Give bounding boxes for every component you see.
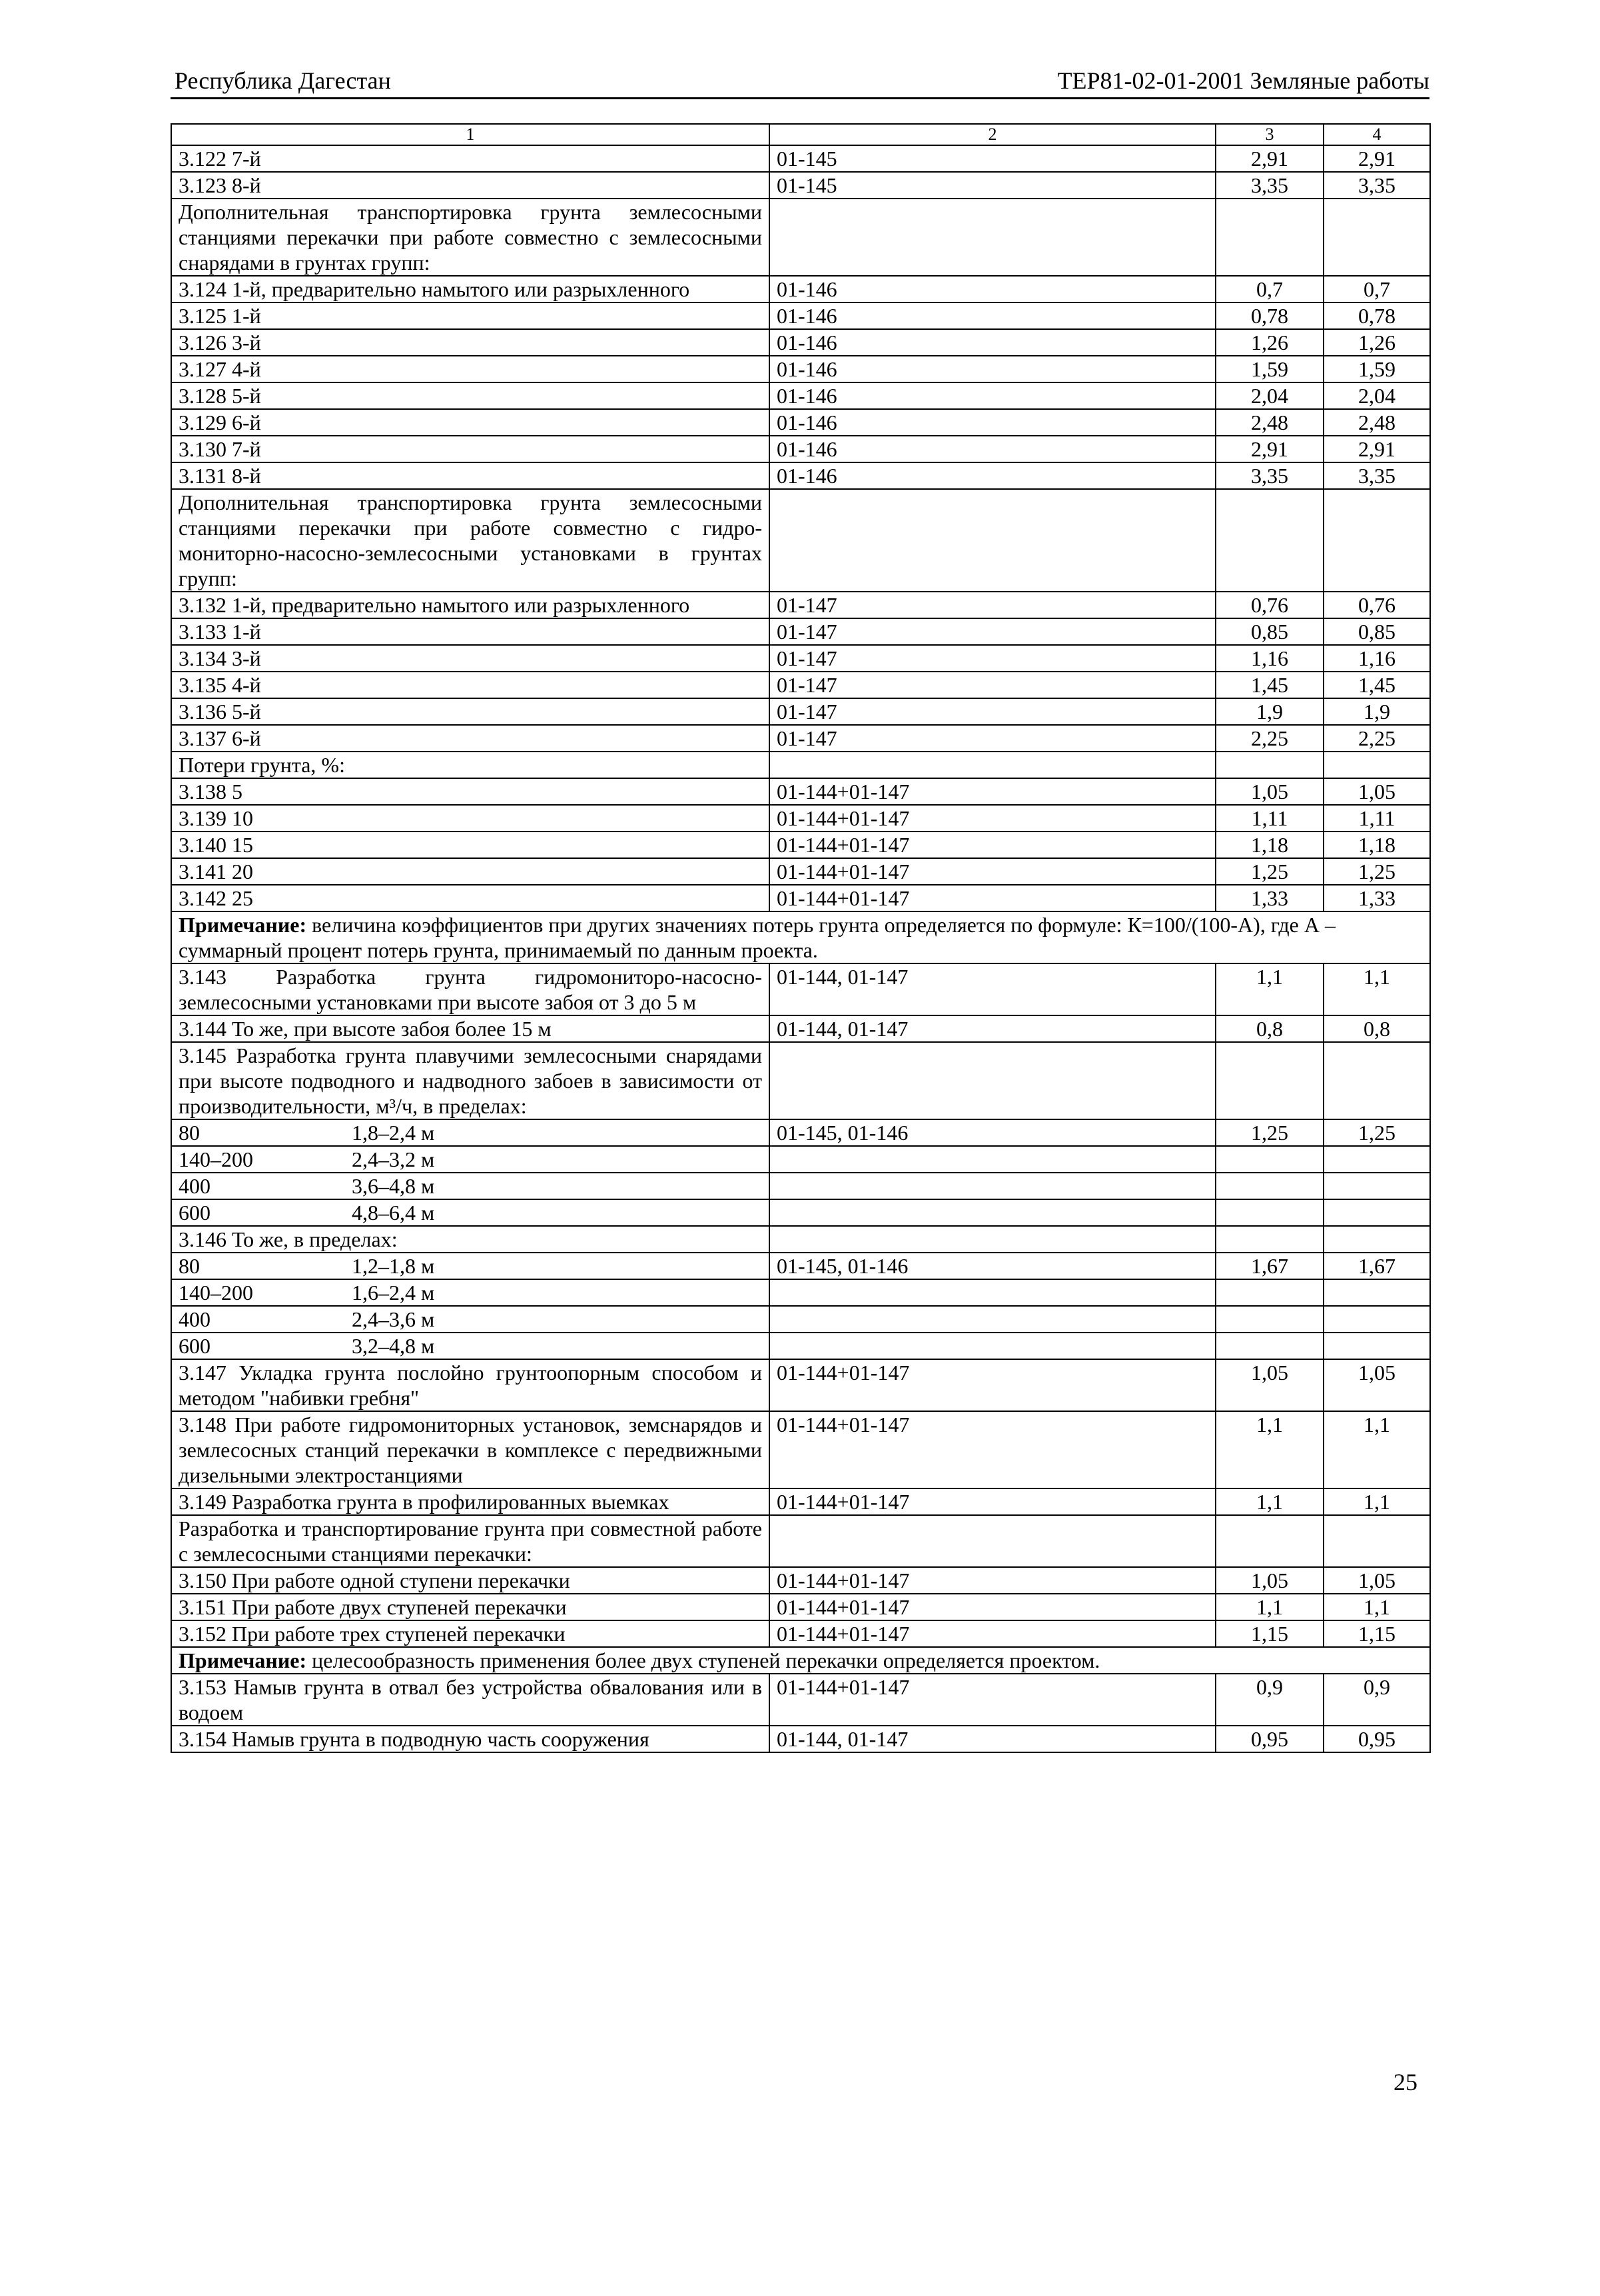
coefficient-col4-cell: 1,1 <box>1324 1411 1430 1488</box>
resource-code-cell: 01-147 <box>769 698 1216 725</box>
description-cell: 3.143 Разработка грунта гидромониторо-насосно-землесосными установками при высоте забоя от 3 до 5 м <box>171 963 769 1015</box>
coefficient-col4-cell: 1,1 <box>1324 1594 1430 1620</box>
resource-code-cell: 01-146 <box>769 302 1216 329</box>
height-range: 2,4–3,2 м <box>352 1147 435 1171</box>
description-cell: 3.145 Разработка грунта плавучими землесосными снарядами при высоте подводного и надводного забоев в зависимости от производительности, м³/ч, в пределах: <box>171 1042 769 1119</box>
coefficient-col3-cell: 0,85 <box>1216 618 1324 645</box>
resource-code-cell: 01-147 <box>769 618 1216 645</box>
coefficient-col4-cell <box>1324 489 1430 592</box>
note-text: целесообразность применения более двух ступеней перекачки определяется проектом. <box>306 1648 1100 1672</box>
description-cell: 3.135 4-й <box>171 672 769 698</box>
capacity-value: 80 <box>179 1121 200 1145</box>
table-row <box>171 1042 1430 1119</box>
coefficient-col3-cell: 1,59 <box>1216 356 1324 382</box>
coefficient-col4-cell: 1,1 <box>1324 1488 1430 1515</box>
coefficient-col3-cell: 1,26 <box>1216 329 1324 356</box>
resource-code-cell: 01-147 <box>769 672 1216 698</box>
description-cell: 3.139 10 <box>171 805 769 832</box>
description-cell <box>171 1333 769 1359</box>
coefficient-col4-cell: 2,91 <box>1324 145 1430 172</box>
height-range: 1,2–1,8 м <box>352 1254 435 1278</box>
coefficient-col3-cell: 1,05 <box>1216 1359 1324 1411</box>
description-cell: 3.138 5 <box>171 778 769 805</box>
description-cell <box>171 1119 769 1146</box>
resource-code-cell <box>769 1199 1216 1226</box>
coefficient-col3-cell: 3,35 <box>1216 462 1324 489</box>
capacity-value: 600 <box>179 1201 210 1225</box>
resource-code-cell: 01-147 <box>769 725 1216 752</box>
table-row <box>171 1620 1430 1647</box>
coefficient-col4-cell: 1,9 <box>1324 698 1430 725</box>
table-row <box>171 1594 1430 1620</box>
coefficient-col3-cell: 1,15 <box>1216 1620 1324 1647</box>
coefficient-col3-cell: 0,95 <box>1216 1726 1324 1752</box>
height-range: 1,8–2,4 м <box>352 1121 435 1145</box>
description-cell: Дополнительная транспортировка грунта землесосными станциями перекачки при работе совместно с землесосными снарядами в грунтах групп: <box>171 199 769 276</box>
table-row <box>171 1488 1430 1515</box>
table-row <box>171 885 1430 911</box>
table-row <box>171 1515 1430 1567</box>
coefficient-col4-cell: 1,25 <box>1324 1119 1430 1146</box>
coefficient-col4-cell: 1,05 <box>1324 1567 1430 1594</box>
coefficient-col3-cell: 1,33 <box>1216 885 1324 911</box>
resource-code-cell: 01-144, 01-147 <box>769 1726 1216 1752</box>
table-header-row <box>171 124 1430 145</box>
description-cell <box>171 1199 769 1226</box>
table-row <box>171 963 1430 1015</box>
coefficient-col4-cell: 1,05 <box>1324 1359 1430 1411</box>
resource-code-cell: 01-146 <box>769 276 1216 302</box>
coefficient-col4-cell: 1,26 <box>1324 329 1430 356</box>
table-row <box>171 1726 1430 1752</box>
coefficient-col3-cell: 1,05 <box>1216 778 1324 805</box>
description-cell: 3.144 То же, при высоте забоя более 15 м <box>171 1015 769 1042</box>
coefficient-col3-cell: 2,25 <box>1216 725 1324 752</box>
coefficient-col3-cell: 1,1 <box>1216 1488 1324 1515</box>
coefficient-col4-cell <box>1324 1146 1430 1173</box>
resource-code-cell <box>769 1279 1216 1306</box>
resource-code-cell <box>769 1333 1216 1359</box>
resource-code-cell: 01-144+01-147 <box>769 1594 1216 1620</box>
coefficient-col4-cell: 2,25 <box>1324 725 1430 752</box>
table-row <box>171 911 1430 963</box>
coefficient-col3-cell: 1,9 <box>1216 698 1324 725</box>
description-cell: 3.128 5-й <box>171 382 769 409</box>
table-row <box>171 805 1430 832</box>
coefficient-col4-cell: 1,33 <box>1324 885 1430 911</box>
coefficient-col4-cell <box>1324 1226 1430 1253</box>
coefficient-col4-cell <box>1324 752 1430 778</box>
description-cell: 3.141 20 <box>171 858 769 885</box>
coefficient-col4-cell: 3,35 <box>1324 462 1430 489</box>
coefficient-col4-cell: 2,04 <box>1324 382 1430 409</box>
coefficient-col3-cell <box>1216 199 1324 276</box>
coefficient-col4-cell: 1,59 <box>1324 356 1430 382</box>
page-number: 25 <box>1394 2069 1417 2095</box>
coefficient-col4-cell: 0,76 <box>1324 592 1430 618</box>
resource-code-cell: 01-147 <box>769 645 1216 672</box>
description-cell: 3.154 Намыв грунта в подводную часть сооружения <box>171 1726 769 1752</box>
coefficient-col3-cell: 1,25 <box>1216 858 1324 885</box>
coefficient-col3-cell: 1,16 <box>1216 645 1324 672</box>
description-cell: 3.134 3-й <box>171 645 769 672</box>
description-cell: Потери грунта, %: <box>171 752 769 778</box>
coefficient-col4-cell: 1,16 <box>1324 645 1430 672</box>
description-cell <box>171 1306 769 1333</box>
description-cell: 3.129 6-й <box>171 409 769 436</box>
table-row <box>171 672 1430 698</box>
resource-code-cell: 01-144+01-147 <box>769 778 1216 805</box>
table-row <box>171 409 1430 436</box>
coefficient-col3-cell: 2,91 <box>1216 145 1324 172</box>
table-row <box>171 1199 1430 1226</box>
note-label: Примечание: <box>179 913 307 937</box>
table-row <box>171 382 1430 409</box>
table-row <box>171 1146 1430 1173</box>
resource-code-cell: 01-146 <box>769 356 1216 382</box>
coefficient-col3-cell <box>1216 489 1324 592</box>
coefficient-col3-cell: 0,9 <box>1216 1674 1324 1726</box>
coefficient-col3-cell: 0,78 <box>1216 302 1324 329</box>
table-row <box>171 145 1430 172</box>
table-row <box>171 172 1430 199</box>
description-cell <box>171 1253 769 1279</box>
resource-code-cell: 01-144+01-147 <box>769 1620 1216 1647</box>
table-row <box>171 1333 1430 1359</box>
resource-code-cell: 01-144+01-147 <box>769 1567 1216 1594</box>
description-cell: 3.123 8-й <box>171 172 769 199</box>
column-header-3: 3 <box>1216 124 1324 145</box>
description-cell: 3.151 При работе двух ступеней перекачки <box>171 1594 769 1620</box>
resource-code-cell: 01-145, 01-146 <box>769 1253 1216 1279</box>
coefficient-col4-cell: 0,95 <box>1324 1726 1430 1752</box>
table-row <box>171 329 1430 356</box>
description-cell: 3.122 7-й <box>171 145 769 172</box>
resource-code-cell: 01-145 <box>769 145 1216 172</box>
capacity-value: 140–200 <box>179 1281 253 1305</box>
coefficient-col3-cell: 0,76 <box>1216 592 1324 618</box>
coefficient-col4-cell: 1,05 <box>1324 778 1430 805</box>
resource-code-cell: 01-144+01-147 <box>769 1359 1216 1411</box>
table-row <box>171 462 1430 489</box>
coefficient-col3-cell: 1,1 <box>1216 1411 1324 1488</box>
note-label: Примечание: <box>179 1648 307 1672</box>
table-row <box>171 436 1430 462</box>
coefficient-col3-cell <box>1216 1042 1324 1119</box>
table-row <box>171 832 1430 858</box>
coefficient-col4-cell: 2,48 <box>1324 409 1430 436</box>
note-cell <box>171 1647 1430 1674</box>
coefficient-col4-cell: 1,45 <box>1324 672 1430 698</box>
table-row <box>171 1359 1430 1411</box>
coefficient-col4-cell <box>1324 1042 1430 1119</box>
coefficient-col3-cell: 1,67 <box>1216 1253 1324 1279</box>
coefficient-col3-cell: 2,04 <box>1216 382 1324 409</box>
resource-code-cell: 01-146 <box>769 462 1216 489</box>
description-cell <box>171 1279 769 1306</box>
coefficient-col3-cell <box>1216 752 1324 778</box>
resource-code-cell: 01-146 <box>769 329 1216 356</box>
table-row <box>171 276 1430 302</box>
coefficient-col3-cell: 0,7 <box>1216 276 1324 302</box>
table-row <box>171 778 1430 805</box>
resource-code-cell <box>769 199 1216 276</box>
capacity-value: 600 <box>179 1334 210 1358</box>
table-row <box>171 1306 1430 1333</box>
resource-code-cell <box>769 1146 1216 1173</box>
resource-code-cell <box>769 489 1216 592</box>
table-row <box>171 1279 1430 1306</box>
description-cell: 3.131 8-й <box>171 462 769 489</box>
coefficient-col4-cell <box>1324 1279 1430 1306</box>
table-row <box>171 698 1430 725</box>
height-range: 4,8–6,4 м <box>352 1201 435 1225</box>
height-range: 1,6–2,4 м <box>352 1281 435 1305</box>
height-range: 3,2–4,8 м <box>352 1334 435 1358</box>
coefficient-col4-cell <box>1324 1199 1430 1226</box>
description-cell: Дополнительная транспортировка грунта землесосными станциями перекачки при работе совместно с гидро-мониторно-насосно-землесосными установками в грунтах групп: <box>171 489 769 592</box>
coefficient-col4-cell: 1,18 <box>1324 832 1430 858</box>
coefficient-col3-cell <box>1216 1173 1324 1199</box>
header-document-title: ТЕР81-02-01-2001 Земляные работы <box>1057 67 1429 94</box>
description-cell: 3.132 1-й, предварительно намытого или разрыхленного <box>171 592 769 618</box>
coefficient-col4-cell: 0,8 <box>1324 1015 1430 1042</box>
resource-code-cell <box>769 1173 1216 1199</box>
description-cell: 3.137 6-й <box>171 725 769 752</box>
coefficient-col3-cell: 0,8 <box>1216 1015 1324 1042</box>
coefficient-col3-cell: 2,91 <box>1216 436 1324 462</box>
coefficient-col4-cell: 2,91 <box>1324 436 1430 462</box>
resource-code-cell <box>769 1226 1216 1253</box>
table-row <box>171 592 1430 618</box>
resource-code-cell: 01-144+01-147 <box>769 1411 1216 1488</box>
table-row <box>171 1119 1430 1146</box>
note-cell <box>171 911 1430 963</box>
coefficient-col4-cell <box>1324 1173 1430 1199</box>
description-cell: 3.127 4-й <box>171 356 769 382</box>
table-row <box>171 1226 1430 1253</box>
column-header-2: 2 <box>769 124 1216 145</box>
note-text: величина коэффициентов при других значениях потерь грунта определяется по формуле: К=100/(100-А), где А – суммарный процент потерь грунта, принимаемый по данным проекта. <box>179 913 1336 962</box>
table-row <box>171 1567 1430 1594</box>
coefficient-col4-cell <box>1324 1333 1430 1359</box>
coefficient-col3-cell: 3,35 <box>1216 172 1324 199</box>
description-cell: Разработка и транспортирование грунта при совместной работе с землесосными станциями перекачки: <box>171 1515 769 1567</box>
capacity-value: 400 <box>179 1307 210 1331</box>
table-row <box>171 1173 1430 1199</box>
resource-code-cell: 01-146 <box>769 382 1216 409</box>
table-row <box>171 752 1430 778</box>
resource-code-cell: 01-144, 01-147 <box>769 963 1216 1015</box>
resource-code-cell: 01-145, 01-146 <box>769 1119 1216 1146</box>
coefficient-col3-cell: 1,45 <box>1216 672 1324 698</box>
resource-code-cell: 01-145 <box>769 172 1216 199</box>
column-header-1: 1 <box>171 124 769 145</box>
table-row <box>171 618 1430 645</box>
coefficients-table <box>171 123 1431 1753</box>
resource-code-cell: 01-144+01-147 <box>769 805 1216 832</box>
description-cell <box>171 1146 769 1173</box>
coefficient-col3-cell: 1,25 <box>1216 1119 1324 1146</box>
coefficient-col4-cell <box>1324 1306 1430 1333</box>
table-row <box>171 302 1430 329</box>
resource-code-cell <box>769 1306 1216 1333</box>
coefficient-col4-cell: 1,67 <box>1324 1253 1430 1279</box>
coefficient-col3-cell <box>1216 1146 1324 1173</box>
coefficient-col4-cell: 1,15 <box>1324 1620 1430 1647</box>
coefficient-col3-cell: 1,1 <box>1216 963 1324 1015</box>
coefficient-col3-cell: 1,18 <box>1216 832 1324 858</box>
table-row <box>171 725 1430 752</box>
resource-code-cell: 01-144+01-147 <box>769 1488 1216 1515</box>
resource-code-cell <box>769 1515 1216 1567</box>
description-cell: 3.133 1-й <box>171 618 769 645</box>
resource-code-cell <box>769 1042 1216 1119</box>
coefficient-col4-cell: 0,7 <box>1324 276 1430 302</box>
description-cell: 3.130 7-й <box>171 436 769 462</box>
resource-code-cell: 01-144+01-147 <box>769 1674 1216 1726</box>
table-row <box>171 489 1430 592</box>
header-rule <box>171 97 1429 99</box>
coefficient-col4-cell: 1,1 <box>1324 963 1430 1015</box>
table-row <box>171 645 1430 672</box>
height-range: 3,6–4,8 м <box>352 1174 435 1198</box>
table-row <box>171 858 1430 885</box>
description-cell: 3.150 При работе одной ступени перекачки <box>171 1567 769 1594</box>
coefficient-col3-cell <box>1216 1333 1324 1359</box>
description-cell: 3.146 То же, в пределах: <box>171 1226 769 1253</box>
height-range: 2,4–3,6 м <box>352 1307 435 1331</box>
capacity-value: 80 <box>179 1254 200 1278</box>
coefficient-col4-cell <box>1324 199 1430 276</box>
coefficient-col3-cell: 1,11 <box>1216 805 1324 832</box>
coefficient-col4-cell <box>1324 1515 1430 1567</box>
capacity-value: 140–200 <box>179 1147 253 1171</box>
resource-code-cell: 01-144+01-147 <box>769 858 1216 885</box>
table-row <box>171 1674 1430 1726</box>
table-row <box>171 1647 1430 1674</box>
resource-code-cell: 01-146 <box>769 409 1216 436</box>
coefficient-col3-cell <box>1216 1279 1324 1306</box>
coefficient-col4-cell: 0,78 <box>1324 302 1430 329</box>
resource-code-cell: 01-144+01-147 <box>769 832 1216 858</box>
resource-code-cell: 01-144, 01-147 <box>769 1015 1216 1042</box>
resource-code-cell: 01-147 <box>769 592 1216 618</box>
coefficient-col3-cell: 1,1 <box>1216 1594 1324 1620</box>
description-cell: 3.152 При работе трех ступеней перекачки <box>171 1620 769 1647</box>
description-cell: 3.140 15 <box>171 832 769 858</box>
coefficient-col3-cell <box>1216 1226 1324 1253</box>
resource-code-cell: 01-144+01-147 <box>769 885 1216 911</box>
coefficient-col4-cell: 0,9 <box>1324 1674 1430 1726</box>
coefficient-col4-cell: 1,11 <box>1324 805 1430 832</box>
coefficient-col3-cell <box>1216 1199 1324 1226</box>
table-row <box>171 1015 1430 1042</box>
coefficient-col3-cell <box>1216 1306 1324 1333</box>
description-cell: 3.147 Укладка грунта послойно грунтоопорным способом и методом "набивки гребня" <box>171 1359 769 1411</box>
coefficient-col3-cell: 1,05 <box>1216 1567 1324 1594</box>
description-cell: 3.148 При работе гидромониторных установок, земснарядов и землесосных станций перекачки в комплексе с передвижными дизельными электростанциями <box>171 1411 769 1488</box>
description-cell: 3.149 Разработка грунта в профилированных выемках <box>171 1488 769 1515</box>
description-cell: 3.126 3-й <box>171 329 769 356</box>
table-row <box>171 1253 1430 1279</box>
description-cell: 3.142 25 <box>171 885 769 911</box>
coefficient-col4-cell: 0,85 <box>1324 618 1430 645</box>
column-header-4: 4 <box>1324 124 1430 145</box>
table-row <box>171 199 1430 276</box>
header-region: Республика Дагестан <box>175 67 391 94</box>
coefficient-col3-cell <box>1216 1515 1324 1567</box>
description-cell: 3.125 1-й <box>171 302 769 329</box>
table-body <box>171 124 1430 1752</box>
table-row <box>171 356 1430 382</box>
table-row <box>171 1411 1430 1488</box>
resource-code-cell: 01-146 <box>769 436 1216 462</box>
resource-code-cell <box>769 752 1216 778</box>
description-cell <box>171 1173 769 1199</box>
description-cell: 3.153 Намыв грунта в отвал без устройства обвалования или в водоем <box>171 1674 769 1726</box>
coefficient-col4-cell: 1,25 <box>1324 858 1430 885</box>
coefficient-col4-cell: 3,35 <box>1324 172 1430 199</box>
capacity-value: 400 <box>179 1174 210 1198</box>
description-cell: 3.136 5-й <box>171 698 769 725</box>
description-cell: 3.124 1-й, предварительно намытого или разрыхленного <box>171 276 769 302</box>
coefficient-col3-cell: 2,48 <box>1216 409 1324 436</box>
